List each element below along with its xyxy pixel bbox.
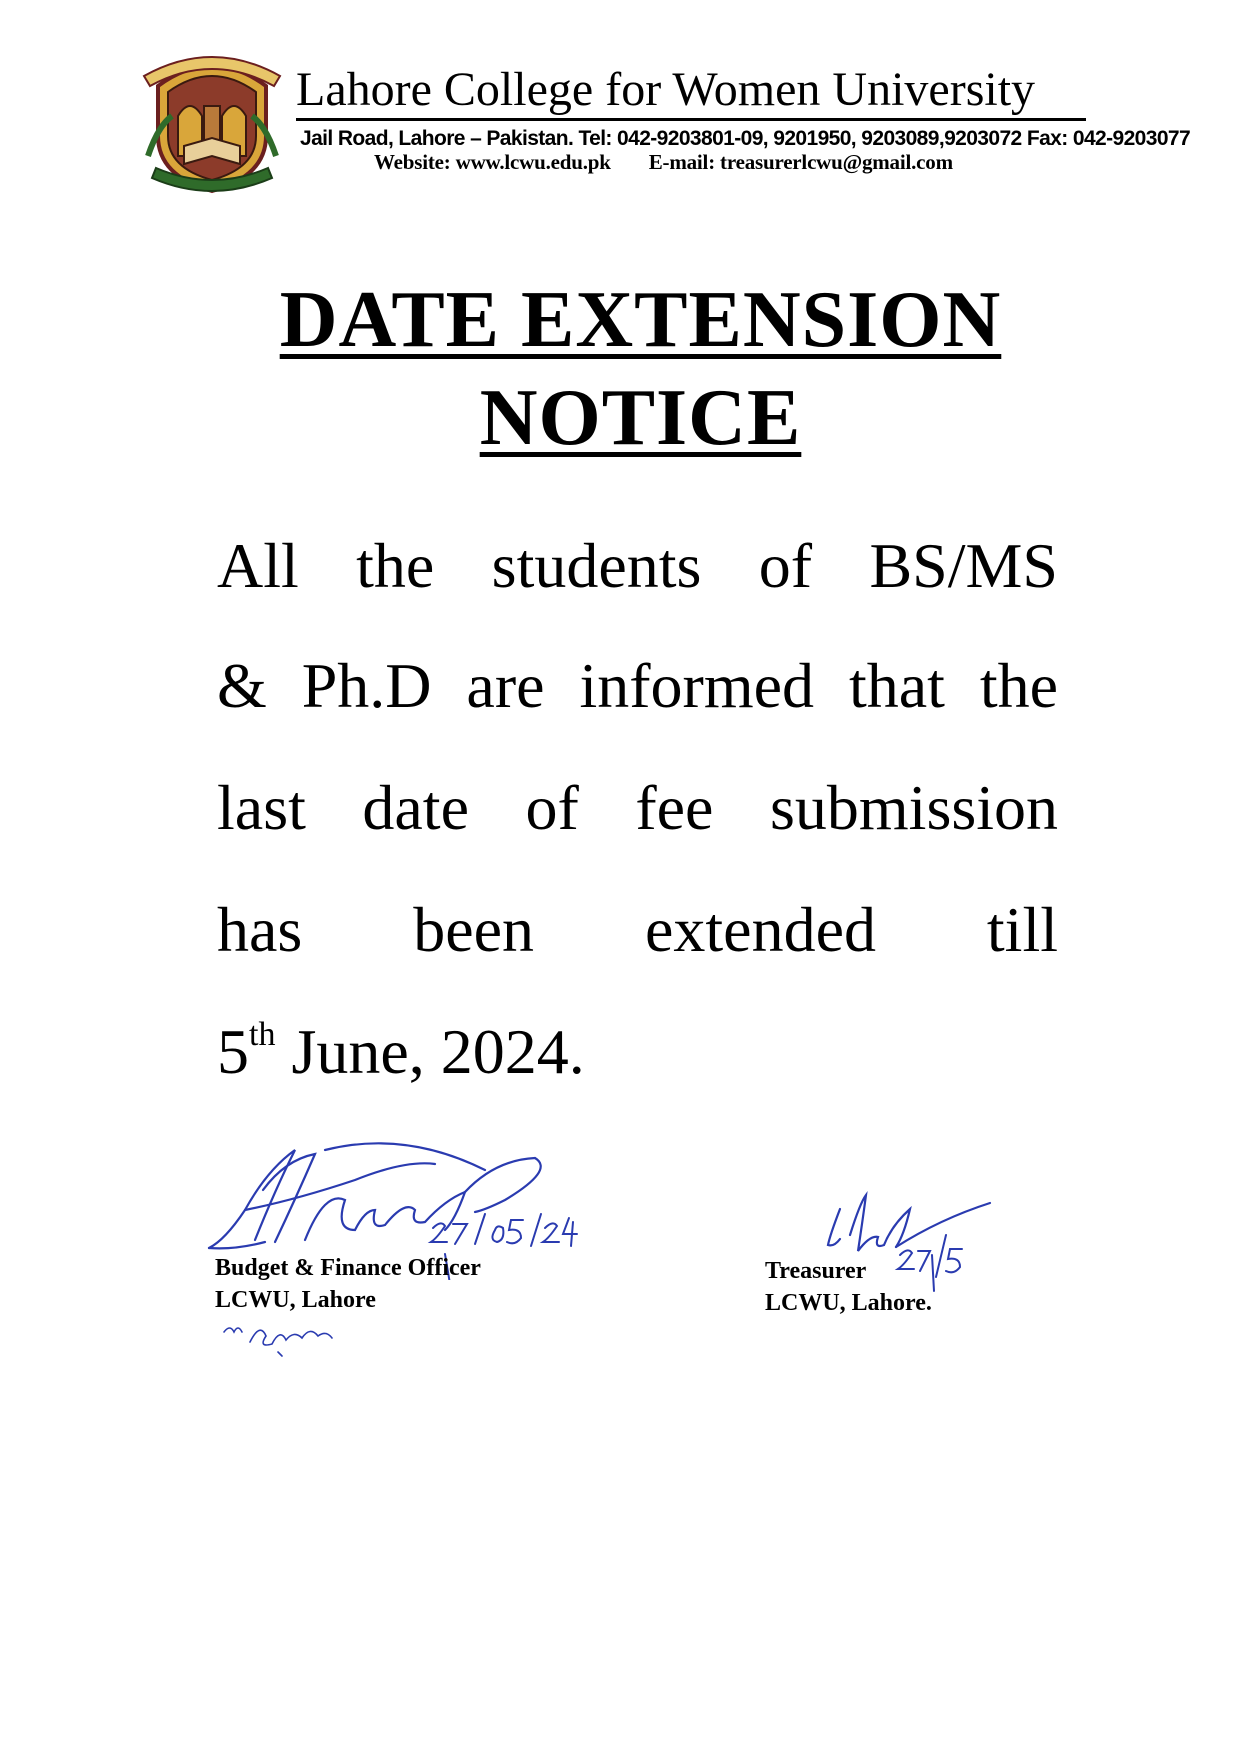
word: students [491,530,702,601]
word: till [986,894,1059,965]
notice-body-line3 [217,770,1058,846]
word: BS/MS [869,530,1058,601]
right-signatory [765,1255,932,1319]
notice-title-line1: DATE EXTENSION [279,276,1002,364]
notice-body-line1 [217,528,1058,604]
word: date [362,772,469,843]
university-name: Lahore College for Women University [296,63,1036,116]
word: of [525,772,579,843]
word: fee [635,772,714,843]
website-text: Website: www.lcwu.edu.pk [374,150,611,174]
word: the [356,530,435,601]
word: been [413,894,535,965]
email-text: E-mail: treasurerlcwu@gmail.com [648,150,953,174]
word: Ph.D [301,650,432,721]
date-suffix: th [249,1016,276,1053]
left-signatory-title: Budget & Finance Officer [215,1255,481,1281]
left-signatory-org: LCWU, Lahore [215,1287,376,1313]
word: the [979,650,1058,721]
notice-title-line2: NOTICE [479,374,802,462]
word: All [217,530,299,601]
word: extended [644,894,876,965]
word: are informed [466,650,815,721]
date-day: 5 [217,1016,249,1087]
word: last [217,772,306,843]
word: of [758,530,813,601]
left-signatory [215,1252,481,1316]
word: that [848,650,945,721]
notice-body-line4 [217,892,1058,968]
right-signatory-org: LCWU, Lahore. [765,1290,932,1316]
right-signatory-title: Treasurer [765,1258,867,1284]
notice-body-date [217,1014,1058,1090]
word: submission [769,772,1059,843]
address-line: Jail Road, Lahore – Pakistan. Tel: 042-9203801-09, 9201950, 9203089,9203072 Fax: 042-9203077 [300,127,1191,150]
word: & [217,650,267,721]
header-divider [296,118,1086,121]
word: has [217,894,303,965]
notice-body-line2 [217,648,1058,724]
contact-web-email [374,150,953,175]
university-logo [138,46,286,196]
left-initials [220,1318,350,1358]
date-rest: June, 2024. [275,1016,585,1087]
